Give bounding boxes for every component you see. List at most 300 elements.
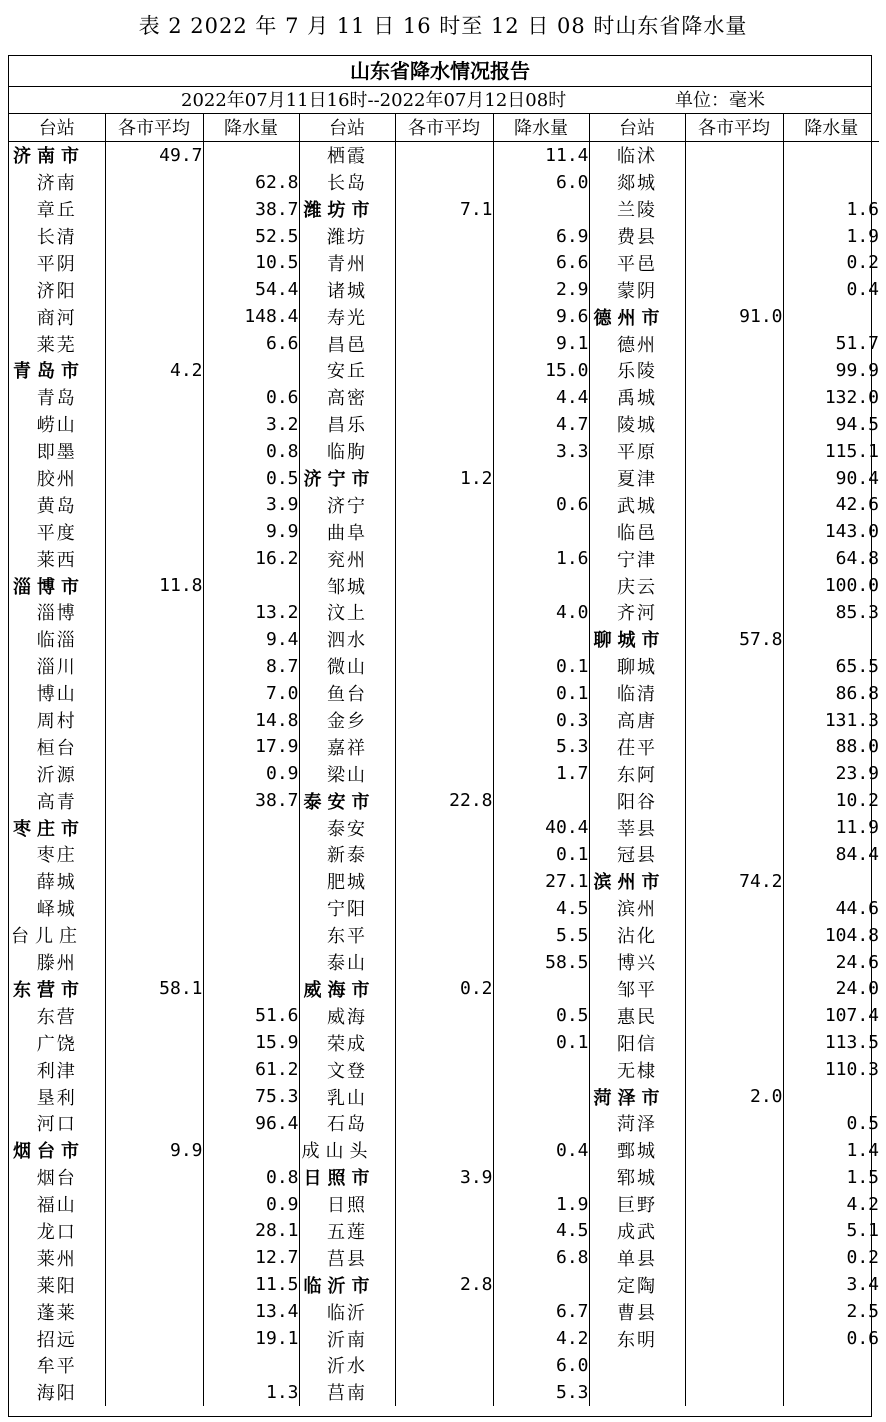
precipitation-value: 6.0 xyxy=(493,169,589,196)
precipitation-value: 0.9 xyxy=(203,1191,299,1218)
city-average: 9.9 xyxy=(105,1137,203,1164)
precipitation-value xyxy=(493,787,589,814)
precipitation-value: 3.9 xyxy=(203,491,299,518)
precipitation-value: 4.5 xyxy=(493,895,589,922)
precipitation-value: 62.8 xyxy=(203,169,299,196)
station-name: 鱼台 xyxy=(299,680,395,707)
station-name: 金乡 xyxy=(299,707,395,734)
table-row xyxy=(9,518,879,545)
precipitation-value: 38.7 xyxy=(203,787,299,814)
precipitation-value: 6.8 xyxy=(493,1244,589,1271)
station-name: 平阴 xyxy=(9,249,105,276)
station-name: 诸城 xyxy=(299,276,395,303)
city-average xyxy=(685,1352,783,1379)
table-row xyxy=(9,276,879,303)
city-average xyxy=(685,922,783,949)
station-name: 东平 xyxy=(299,922,395,949)
city-average xyxy=(395,680,493,707)
precipitation-value: 19.1 xyxy=(203,1325,299,1352)
table-row xyxy=(9,787,879,814)
city-average xyxy=(685,949,783,976)
precipitation-value: 5.1 xyxy=(846,1220,879,1242)
station-name: 薛城 xyxy=(9,868,105,895)
city-average xyxy=(685,384,783,411)
station-name: 曲阜 xyxy=(299,518,395,545)
precipitation-value: 0.8 xyxy=(203,438,299,465)
precipitation-value: 110.3 xyxy=(824,1059,879,1081)
city-average xyxy=(685,1218,783,1245)
station-name: 郯城 xyxy=(589,169,685,196)
station-name: 曹县 xyxy=(589,1298,685,1325)
station-name: 垦利 xyxy=(9,1083,105,1110)
precipitation-value xyxy=(493,626,589,653)
city-average xyxy=(105,491,203,518)
precipitation-value: 96.4 xyxy=(203,1110,299,1137)
city-average xyxy=(105,1271,203,1298)
city-average xyxy=(395,1002,493,1029)
table-row xyxy=(9,1029,879,1056)
station-name: 即墨 xyxy=(9,438,105,465)
table-row xyxy=(9,868,879,895)
station-name: 蓬莱 xyxy=(9,1298,105,1325)
station-name: 枣庄 xyxy=(9,841,105,868)
precipitation-value xyxy=(203,868,299,895)
report-period-row xyxy=(9,87,871,114)
precipitation-value xyxy=(783,1083,879,1110)
city-average xyxy=(395,572,493,599)
station-name: 新泰 xyxy=(299,841,395,868)
station-name: 长清 xyxy=(9,223,105,250)
city-average xyxy=(395,518,493,545)
station-name: 利津 xyxy=(9,1056,105,1083)
precipitation-value xyxy=(783,626,879,653)
city-average xyxy=(395,1352,493,1379)
precipitation-value: 64.8 xyxy=(835,548,879,570)
city-average: 4.2 xyxy=(105,357,203,384)
city-average xyxy=(105,922,203,949)
station-name: 淄博 xyxy=(9,599,105,626)
city-average xyxy=(685,1110,783,1137)
precipitation-value xyxy=(203,357,299,384)
precipitation-value: 1.7 xyxy=(493,760,589,787)
station-name: 定陶 xyxy=(589,1271,685,1298)
station-name: 章丘 xyxy=(9,196,105,223)
precipitation-value: 2.9 xyxy=(493,276,589,303)
precipitation-value xyxy=(783,1352,879,1379)
city-average xyxy=(395,330,493,357)
city-average xyxy=(685,411,783,438)
station-name: 威海 xyxy=(299,1002,395,1029)
station-name: 济宁 xyxy=(299,491,395,518)
city-average xyxy=(105,1029,203,1056)
city-average xyxy=(395,760,493,787)
table-row xyxy=(9,1164,879,1191)
city-average xyxy=(685,814,783,841)
table-row xyxy=(9,1271,879,1298)
station-name: 青州 xyxy=(299,249,395,276)
table-row xyxy=(9,438,879,465)
precipitation-value: 15.0 xyxy=(493,357,589,384)
station-name: 济阳 xyxy=(9,276,105,303)
station-name: 东阿 xyxy=(589,760,685,787)
precipitation-value xyxy=(493,518,589,545)
station-name: 禹城 xyxy=(589,384,685,411)
station-name: 泗水 xyxy=(299,626,395,653)
city-average xyxy=(395,814,493,841)
station-name: 菏泽 xyxy=(589,1110,685,1137)
precipitation-value: 6.9 xyxy=(493,223,589,250)
station-name: 莱阳 xyxy=(9,1271,105,1298)
station-name: 庆云 xyxy=(589,572,685,599)
precipitation-value: 4.4 xyxy=(493,384,589,411)
precipitation-value xyxy=(203,922,299,949)
station-name: 肥城 xyxy=(299,868,395,895)
precipitation-value: 0.6 xyxy=(203,384,299,411)
precipitation-value xyxy=(203,949,299,976)
precipitation-value: 99.9 xyxy=(835,359,879,381)
station-name: 兖州 xyxy=(299,545,395,572)
precipitation-value: 24.0 xyxy=(835,978,879,1000)
station-name: 微山 xyxy=(299,653,395,680)
station-name: 临清 xyxy=(589,680,685,707)
precipitation-value: 1.9 xyxy=(493,1191,589,1218)
city-average xyxy=(685,1325,783,1352)
precipitation-value: 4.2 xyxy=(846,1193,879,1215)
precipitation-value xyxy=(783,1379,879,1406)
city-average xyxy=(395,357,493,384)
table-row xyxy=(9,1110,879,1137)
precipitation-value: 51.7 xyxy=(835,333,879,355)
precipitation-value: 7.0 xyxy=(203,680,299,707)
city-average xyxy=(685,545,783,572)
city-average xyxy=(685,895,783,922)
station-name: 长岛 xyxy=(299,169,395,196)
precipitation-value: 107.4 xyxy=(824,1005,879,1027)
precipitation-value: 115.1 xyxy=(824,440,879,462)
city-average xyxy=(105,787,203,814)
station-name: 泰山 xyxy=(299,949,395,976)
city-average xyxy=(105,599,203,626)
precipitation-value: 5.5 xyxy=(493,922,589,949)
precipitation-value: 44.6 xyxy=(835,897,879,919)
table-row xyxy=(9,1083,879,1110)
city-average xyxy=(395,1056,493,1083)
precipitation-value: 5.3 xyxy=(493,733,589,760)
precipitation-value xyxy=(493,1164,589,1191)
precipitation-value xyxy=(493,572,589,599)
station-name: 海阳 xyxy=(9,1379,105,1406)
city-average xyxy=(395,653,493,680)
city-average xyxy=(395,223,493,250)
station-name: 临淄 xyxy=(9,626,105,653)
precipitation-value: 52.5 xyxy=(203,223,299,250)
precipitation-value xyxy=(493,976,589,1003)
precipitation-value xyxy=(203,976,299,1003)
station-name: 淄川 xyxy=(9,653,105,680)
precipitation-value: 0.1 xyxy=(493,653,589,680)
city-average xyxy=(685,465,783,492)
city-average xyxy=(685,1379,783,1406)
station-name: 德州 xyxy=(589,330,685,357)
city-average xyxy=(395,411,493,438)
city-average xyxy=(105,411,203,438)
precipitation-value: 0.8 xyxy=(203,1164,299,1191)
city-name: 青岛市 xyxy=(9,357,105,384)
precipitation-value: 58.5 xyxy=(493,949,589,976)
station-name: 滨州 xyxy=(589,895,685,922)
city-average xyxy=(395,922,493,949)
city-name: 枣庄市 xyxy=(9,814,105,841)
city-name: 德州市 xyxy=(589,303,685,330)
precipitation-value: 10.5 xyxy=(203,249,299,276)
precipitation-value: 40.4 xyxy=(493,814,589,841)
precipitation-value: 0.5 xyxy=(493,1002,589,1029)
table-row xyxy=(9,223,879,250)
table-row xyxy=(9,895,879,922)
station-name: 莱芜 xyxy=(9,330,105,357)
station-name: 石岛 xyxy=(299,1110,395,1137)
precipitation-value: 1.3 xyxy=(203,1379,299,1406)
precipitation-value: 94.5 xyxy=(835,413,879,435)
city-average: 3.9 xyxy=(395,1164,493,1191)
city-average xyxy=(395,841,493,868)
precipitation-value xyxy=(203,572,299,599)
city-average xyxy=(685,653,783,680)
city-average xyxy=(685,330,783,357)
precipitation-value: 6.6 xyxy=(203,330,299,357)
city-average xyxy=(105,330,203,357)
station-name: 文登 xyxy=(299,1056,395,1083)
precipitation-value: 65.5 xyxy=(835,655,879,677)
precipitation-value: 75.3 xyxy=(203,1083,299,1110)
table-row xyxy=(9,841,879,868)
precipitation-value: 8.7 xyxy=(203,653,299,680)
precipitation-value: 24.6 xyxy=(835,951,879,973)
precipitation-value: 9.9 xyxy=(203,518,299,545)
station-name: 沂源 xyxy=(9,760,105,787)
precipitation-value: 85.3 xyxy=(835,601,879,623)
precipitation-value: 13.4 xyxy=(203,1298,299,1325)
city-average xyxy=(105,249,203,276)
table-row xyxy=(9,384,879,411)
station-name: 河口 xyxy=(9,1110,105,1137)
station-name: 陵城 xyxy=(589,411,685,438)
city-average xyxy=(685,680,783,707)
city-name: 滨州市 xyxy=(589,868,685,895)
station-name: 武城 xyxy=(589,491,685,518)
precipitation-value: 51.6 xyxy=(203,1002,299,1029)
station-name: 莘县 xyxy=(589,814,685,841)
report-unit: 单位：毫米 xyxy=(675,90,765,111)
city-average xyxy=(395,868,493,895)
precipitation-value: 6.6 xyxy=(493,249,589,276)
station-name: 昌邑 xyxy=(299,330,395,357)
table-row xyxy=(9,707,879,734)
station-name: 乐陵 xyxy=(589,357,685,384)
table-row xyxy=(9,599,879,626)
precipitation-value: 0.1 xyxy=(493,841,589,868)
city-average xyxy=(685,438,783,465)
city-average xyxy=(395,1137,493,1164)
precipitation-value: 23.9 xyxy=(835,763,879,785)
precipitation-value: 84.4 xyxy=(835,843,879,865)
report-frame xyxy=(8,55,879,1417)
city-average xyxy=(105,1218,203,1245)
city-average xyxy=(395,1029,493,1056)
table-body xyxy=(9,141,879,1405)
city-average xyxy=(105,545,203,572)
station-name: 青岛 xyxy=(9,384,105,411)
precipitation-value: 42.6 xyxy=(835,494,879,516)
station-name: 滕州 xyxy=(9,949,105,976)
station-name: 莒县 xyxy=(299,1244,395,1271)
table-row xyxy=(9,303,879,330)
city-average xyxy=(395,1244,493,1271)
city-name: 济南市 xyxy=(9,141,105,168)
precipitation-value: 17.9 xyxy=(203,733,299,760)
precipitation-value: 0.4 xyxy=(493,1137,589,1164)
station-name: 鄄城 xyxy=(589,1137,685,1164)
precipitation-value: 11.5 xyxy=(203,1271,299,1298)
table-caption: 表 2 2022 年 7 月 11 日 16 时至 12 日 08 时山东省降水量 xyxy=(138,14,748,38)
station-name: 周村 xyxy=(9,707,105,734)
city-average xyxy=(105,1379,203,1406)
precipitation-value xyxy=(493,465,589,492)
city-average xyxy=(685,1002,783,1029)
city-average xyxy=(685,1137,783,1164)
precipitation-value: 90.4 xyxy=(835,467,879,489)
station-name: 平邑 xyxy=(589,249,685,276)
precipitation-value: 2.5 xyxy=(846,1301,879,1323)
station-name: 峄城 xyxy=(9,895,105,922)
precipitation-value: 1.4 xyxy=(846,1139,879,1161)
table-row xyxy=(9,653,879,680)
table-row xyxy=(9,545,879,572)
city-name: 聊城市 xyxy=(589,626,685,653)
city-average xyxy=(395,545,493,572)
city-average xyxy=(105,1002,203,1029)
report-period: 2022年07月11日16时--2022年07月12日08时 xyxy=(181,90,567,111)
table-row xyxy=(9,1379,879,1406)
station-name: 泰安 xyxy=(299,814,395,841)
city-average xyxy=(105,518,203,545)
precipitation-value: 148.4 xyxy=(203,303,299,330)
city-average xyxy=(105,438,203,465)
precipitation-value: 4.2 xyxy=(493,1325,589,1352)
precipitation-value: 12.7 xyxy=(203,1244,299,1271)
station-name: 广饶 xyxy=(9,1029,105,1056)
precipitation-value: 13.2 xyxy=(203,599,299,626)
station-name: 邹城 xyxy=(299,572,395,599)
city-average: 1.2 xyxy=(395,465,493,492)
precipitation-value: 1.9 xyxy=(846,225,879,247)
city-average xyxy=(105,653,203,680)
city-average xyxy=(395,303,493,330)
station-name: 沂南 xyxy=(299,1325,395,1352)
city-average: 22.8 xyxy=(395,787,493,814)
station-name: 临沂 xyxy=(299,1298,395,1325)
table-row xyxy=(9,357,879,384)
table-row xyxy=(9,814,879,841)
station-name: 宁津 xyxy=(589,545,685,572)
table-row xyxy=(9,760,879,787)
city-average xyxy=(395,276,493,303)
station-name: 东明 xyxy=(589,1325,685,1352)
precipitation-value: 4.0 xyxy=(493,599,589,626)
table-row xyxy=(9,949,879,976)
station-name: 费县 xyxy=(589,223,685,250)
station-name: 茌平 xyxy=(589,733,685,760)
city-average xyxy=(105,1056,203,1083)
precipitation-value xyxy=(783,141,879,168)
header-precipitation: 降水量 xyxy=(783,114,879,141)
table-row xyxy=(9,169,879,196)
table-row xyxy=(9,1352,879,1379)
precipitation-value: 11.9 xyxy=(835,817,879,839)
precipitation-value: 9.4 xyxy=(203,626,299,653)
table-row xyxy=(9,733,879,760)
precipitation-value: 14.8 xyxy=(203,707,299,734)
city-average xyxy=(395,1110,493,1137)
header-city-average: 各市平均 xyxy=(105,114,203,141)
station-name: 牟平 xyxy=(9,1352,105,1379)
table-row xyxy=(9,1298,879,1325)
city-average xyxy=(105,814,203,841)
header-station: 台站 xyxy=(589,114,685,141)
table-row xyxy=(9,491,879,518)
precipitation-value: 3.3 xyxy=(493,438,589,465)
precipitation-value: 16.2 xyxy=(203,545,299,572)
city-average xyxy=(105,680,203,707)
city-name: 泰安市 xyxy=(299,787,395,814)
station-name: 五莲 xyxy=(299,1218,395,1245)
precipitation-value: 9.6 xyxy=(493,303,589,330)
precipitation-value: 86.8 xyxy=(835,682,879,704)
table-row xyxy=(9,1191,879,1218)
precipitation-table xyxy=(9,114,879,1406)
city-average xyxy=(395,599,493,626)
precipitation-value xyxy=(203,141,299,168)
table-row xyxy=(9,1002,879,1029)
station-name: 昌乐 xyxy=(299,411,395,438)
station-name: 阳信 xyxy=(589,1029,685,1056)
precipitation-value xyxy=(783,303,879,330)
precipitation-value: 0.1 xyxy=(493,680,589,707)
precipitation-value: 0.5 xyxy=(203,465,299,492)
city-average xyxy=(105,1191,203,1218)
precipitation-value: 1.6 xyxy=(493,545,589,572)
precipitation-value: 0.3 xyxy=(493,707,589,734)
precipitation-value: 15.9 xyxy=(203,1029,299,1056)
city-average xyxy=(105,1325,203,1352)
precipitation-value: 131.3 xyxy=(824,709,879,731)
header-precipitation: 降水量 xyxy=(493,114,589,141)
station-name: 临邑 xyxy=(589,518,685,545)
city-average xyxy=(395,1298,493,1325)
city-average xyxy=(105,1164,203,1191)
precipitation-value: 0.6 xyxy=(493,491,589,518)
precipitation-value xyxy=(203,1137,299,1164)
precipitation-value xyxy=(493,1271,589,1298)
table-row xyxy=(9,141,879,168)
table-row xyxy=(9,680,879,707)
city-average xyxy=(685,357,783,384)
city-average xyxy=(685,249,783,276)
city-average xyxy=(685,1244,783,1271)
city-average xyxy=(105,1110,203,1137)
city-average xyxy=(685,196,783,223)
station-name: 巨野 xyxy=(589,1191,685,1218)
